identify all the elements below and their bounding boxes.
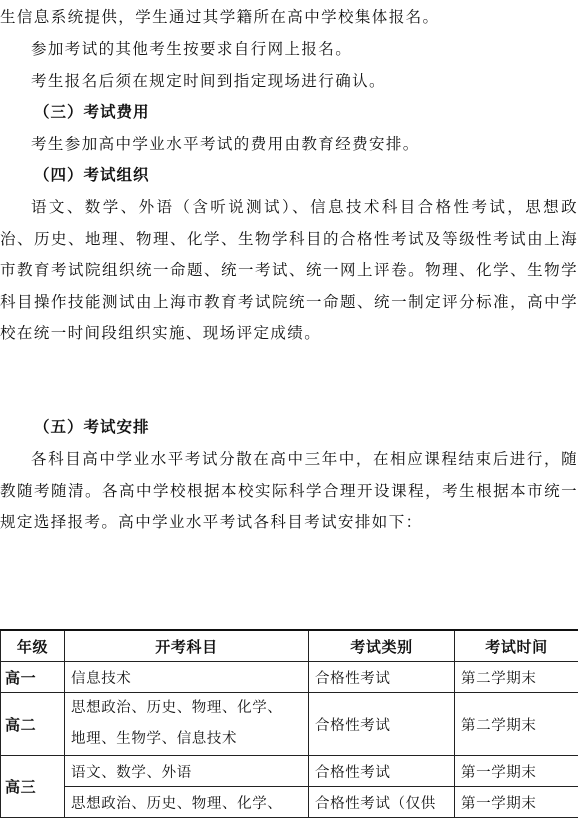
table-row [1, 693, 578, 756]
subjects-cell: 信息技术 [65, 662, 309, 693]
time-cell: 第一学期末 [455, 756, 578, 787]
category-cell: 合格性考试 [309, 662, 455, 693]
paragraph-arrangement: 各科目高中学业水平考试分散在高中三年中，在相应课程结束后进行，随教随考随清。各高中学校根据本校实际科学合理开设课程，考生根据本市统一规定选择报考。高中学业水平考试各科目考试安排如下： [0, 450, 578, 531]
subjects-cell: 语文、数学、外语 [65, 756, 309, 787]
section-heading-organization: （四）考试组织 [34, 166, 150, 184]
paragraph-other-examinees: 参加考试的其他考生按要求自行网上报名。 [31, 40, 353, 58]
table-row [1, 662, 578, 693]
time-cell: 第二学期末 [455, 693, 578, 756]
section-heading-arrangement: （五）考试安排 [34, 418, 150, 436]
paragraph-registration-cont: 生信息系统提供，学生通过其学籍所在高中学校集体报名。 [0, 8, 440, 26]
time-cell: 第一学期末 [455, 787, 578, 818]
table-row [1, 756, 578, 787]
paragraph-confirmation: 考生报名后须在规定时间到指定现场进行确认。 [31, 72, 386, 90]
table-row [1, 787, 578, 818]
time-cell: 第二学期末 [455, 662, 578, 693]
category-cell: 合格性考试（仅供 [309, 787, 455, 818]
subjects-cell: 思想政治、历史、物理、化学、 [65, 787, 309, 818]
category-cell: 合格性考试 [309, 756, 455, 787]
grade-cell: 高一 [1, 662, 65, 693]
subjects-cell [65, 693, 309, 756]
paragraph-fees: 考生参加高中学业水平考试的费用由教育经费安排。 [31, 135, 420, 153]
paragraph-organization: 语文、数学、外语（含听说测试）、信息技术科目合格性考试，思想政治、历史、地理、物理、化学、生物学科目的合格性考试及等级性考试由上海市教育考试院组织统一命题、统一考试、统一网上评卷。物理、化学、生物学科目操作技能测试由上海市教育考试院统一命题、统一制定评分标准，高中学校在统一时间段组织实施、现场评定成绩。 [0, 198, 578, 342]
header-subjects: 开考科目 [65, 630, 309, 662]
section-heading-fees: （三）考试费用 [34, 103, 150, 121]
subjects-line: 思想政治、历史、物理、化学、 [71, 700, 283, 716]
grade-cell: 高二 [1, 693, 65, 756]
subjects-line: 地理、生物学、信息技术 [71, 731, 238, 747]
grade-cell: 高三 [1, 756, 65, 818]
table-header-row [1, 630, 578, 662]
category-cell: 合格性考试 [309, 693, 455, 756]
exam-schedule-table [0, 629, 578, 818]
header-category: 考试类别 [309, 630, 455, 662]
header-time: 考试时间 [455, 630, 578, 662]
header-grade: 年级 [1, 630, 65, 662]
